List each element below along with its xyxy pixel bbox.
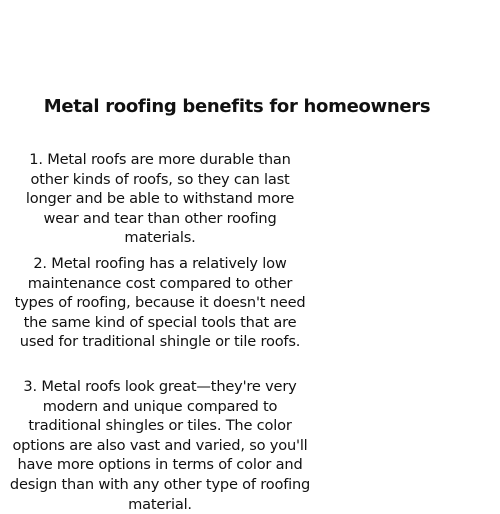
document-title: Metal roofing benefits for homeowners <box>43 96 431 117</box>
benefit-paragraph-2: 2. Metal roofing has a relatively low maintenance cost compared to other types of roofing, because it doesn't need the same kind of special tools that are used for traditional shingle or tile roofs. <box>14 255 306 351</box>
benefit-paragraph-1: 1. Metal roofs are more durable than other kinds of roofs, so they can last longer and be able to withstand more wear and tear than other roofing materials. <box>25 151 295 247</box>
benefit-paragraph-3: 3. Metal roofs look great—they're very modern and unique compared to traditional shingles or tiles. The color options are also vast and varied, so you'll have more options in terms of color and design than with any other type of roofing material. <box>9 378 311 513</box>
